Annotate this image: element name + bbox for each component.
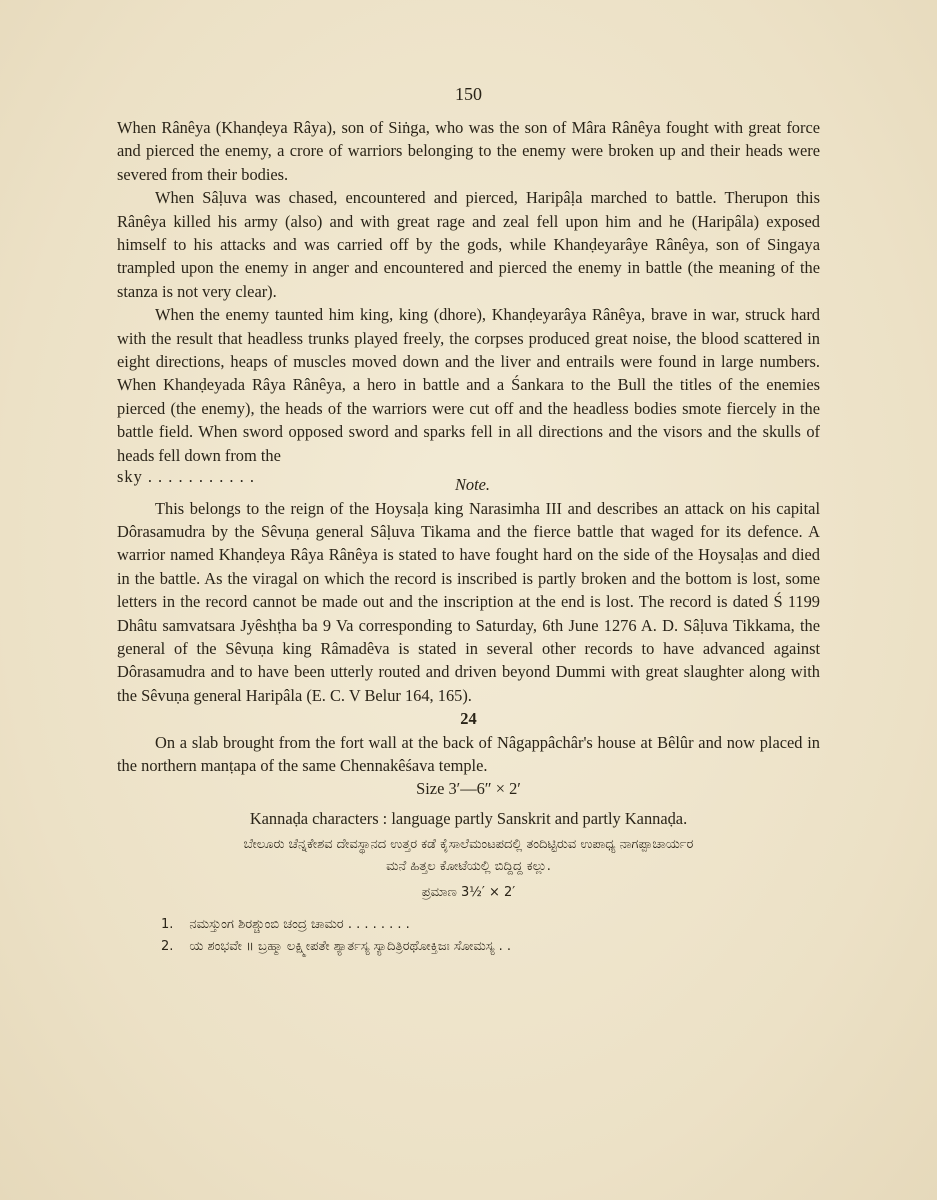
inscription-number: 24 — [460, 709, 477, 729]
line-text: ನಮಸ್ತುಂಗ ಶಿರಶ್ಚುಂಬಿ ಚಂದ್ರ ಚಾಮರ . . . . . . . . — [189, 917, 410, 933]
kannada-description-2: ಮನೆ ಹಿತ್ತಲ ಕೋಟೆಯಲ್ಲಿ ಬಿದ್ದಿದ್ದ ಕಲ್ಲು. — [386, 859, 551, 875]
paragraph-2: When Sâḷuva was chased, encountered and pierced, Haripâḷa marched to battle. Therupon this Rânêya killed his army (also) and with great rage and zeal fell upon him and he (Haripâla) exposed himself to his attacks and was carried off by the gods, while Khanḍeyarâye Rânêya, son of Singaya trampled upon the enemy in anger and encountered and pierced the enemy in battle (the meaning of the stanza is not very clear). — [117, 188, 820, 301]
inscription-characters: Kannaḍa characters : language partly Sanskrit and partly Kannaḍa. — [249, 808, 688, 828]
page-number: 150 — [455, 84, 482, 104]
line-text: ಯ ಶಂಭವೇ ॥ ಬ್ರಹ್ಮಾ ಲಕ್ಷ್ಮೀಪತೇ ಶ್ಯಾರ್ತಸ್ಯ ಸ್ಯಾದಿತ್ರಿರಥೋಕ್ತಿಜಃ ಸೋಮಸ್ಯ . . — [189, 939, 511, 955]
paragraph-3: When the enemy taunted him king, king (dhore), Khanḍeyarâya Rânêya, brave in war, struck hard with the result that headless trunks played freely, the corpses produced great noise, the blood scattered in eight directions, heaps of muscles moved down and the liver and entrails were found in large numbers. When Khanḍeyada Râya Rânêya, a hero in battle and a Śankara to the Bull the titles of the enemies pierced (the enemy), the heads of the warriors were cut off and the headless bodies smote fiercely in the battle field. When sword opposed sword and sparks fell in all directions and the visors and the skulls of heads fell down from the — [117, 305, 820, 465]
inscription-size: Size 3′—6″ × 2′ — [416, 779, 521, 799]
kannada-size: ಪ್ರಮಾಣ 3½′ × 2′ — [421, 885, 516, 901]
inscription-line — [161, 914, 820, 936]
inscription-description: On a slab brought from the fort wall at the back of Nâgappâchâr's house at Bêlûr and now placed in the northern manṭapa of the same Chennakêśava temple. — [117, 732, 820, 775]
kannada-description-1: ಬೇಲೂರು ಚೆನ್ನಕೇಶವ ದೇವಸ್ಥಾನದ ಉತ್ತರ ಕಡೆ ಕೈಸಾಲೆಮಂಟಪದಲ್ಲಿ ತಂದಿಟ್ಟಿರುವ ಉಪಾಧ್ಯ ನಾಗಪ್ಪಾಚಾರ್ಯರ — [243, 837, 694, 853]
note-heading: Note. — [454, 475, 490, 495]
inscription-lines — [117, 914, 820, 958]
note-paragraph: This belongs to the reign of the Hoysaḷa king Narasimha III and describes an attack on his capital Dôrasamudra by the Sêvuṇa general Sâḷuva Tikama and the fierce battle that waged for its defence. A warrior named Khanḍeya Râya Rânêya is stated to have fought hard on the side of the Hoysaḷas and died in the battle. As the viragal on which the record is inscribed is partly broken and the bottom is lost, some letters in the record cannot be made out and the inscription at the end is lost. The record is dated Ś 1199 Dhâtu samvatsara Jyêshṭha ba 9 Va corresponding to Saturday, 6th June 1276 A. D. Sâḷuva Tikkama, the general of the Sêvuṇa king Râmadêva is stated in several other records to have advanced against Dôrasamudra and to have been utterly routed and driven beyond Dummi with great slaughter along with the Sêvuṇa general Haripâla (E. C. V Belur 164, 165). — [117, 498, 820, 705]
paragraph-1: When Rânêya (Khanḍeya Râya), son of Siṅga, who was the son of Mâra Rânêya fought with great force and pierced the enemy, a crore of warriors belonging to the enemy were broken up and their heads were severed from their bodies. — [117, 118, 820, 184]
line-number: 1. — [161, 917, 174, 933]
inscription-line — [161, 936, 820, 958]
paragraph-3-end: sky . . . . . . . . . . . — [117, 467, 255, 487]
line-number: 2. — [161, 939, 174, 955]
page-body — [117, 116, 820, 958]
note-row — [117, 465, 820, 496]
